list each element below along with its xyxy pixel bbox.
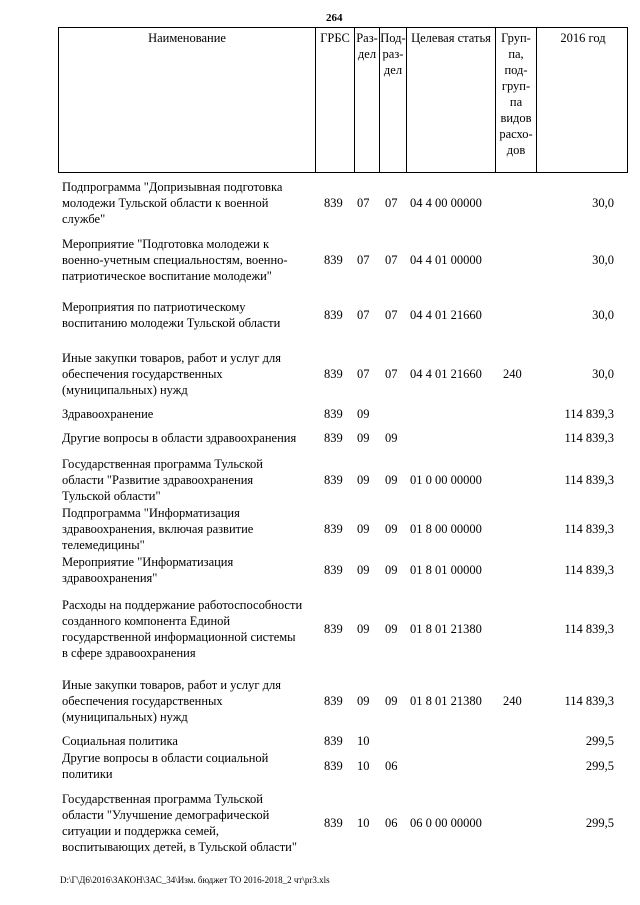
row-sum: 114 839,3 [564, 622, 614, 636]
row-podrazdel: 09 [385, 431, 398, 445]
row-sum: 299,5 [585, 734, 614, 748]
row-sum: 114 839,3 [564, 431, 614, 445]
row-razdel: 09 [357, 522, 370, 536]
row-sum: 114 839,3 [564, 694, 614, 708]
row-razdel: 09 [357, 563, 370, 577]
row-podrazdel: 09 [385, 522, 398, 536]
row-grbs: 839 [324, 253, 343, 267]
table-header [58, 27, 628, 173]
row-razdel: 09 [357, 694, 370, 708]
row-podrazdel: 07 [385, 196, 398, 210]
row-tselevaya: 01 8 01 00000 [410, 563, 482, 577]
row-sum: 114 839,3 [564, 473, 614, 487]
row-tselevaya: 04 4 01 21660 [410, 308, 482, 322]
row-podrazdel: 09 [385, 473, 398, 487]
row-podrazdel: 09 [385, 694, 398, 708]
row-tselevaya: 04 4 01 21660 [410, 367, 482, 381]
row-name: Мероприятие "Подготовка молодежи к военно-учетным специальностям, военно- патриотическое воспитание молодежи" [62, 237, 288, 283]
row-grbs: 839 [324, 694, 343, 708]
row-podrazdel: 06 [385, 816, 398, 830]
row-grbs: 839 [324, 816, 343, 830]
row-razdel: 09 [357, 431, 370, 445]
row-grbs: 839 [324, 473, 343, 487]
row-razdel: 10 [357, 759, 370, 773]
row-name: Социальная политика [62, 734, 178, 748]
row-sum: 114 839,3 [564, 407, 614, 421]
header-podrazdel: Под- раз- дел [379, 28, 406, 172]
row-grbs: 839 [324, 522, 343, 536]
row-tselevaya: 01 0 00 00000 [410, 473, 482, 487]
row-name: Мероприятия по патриотическому воспитанию молодежи Тульской области [62, 300, 281, 330]
row-razdel: 07 [357, 308, 370, 322]
row-tselevaya: 04 4 01 00000 [410, 253, 482, 267]
row-podrazdel: 07 [385, 253, 398, 267]
row-sum: 30,0 [592, 367, 614, 381]
header-year: 2016 год [536, 28, 629, 172]
header-name: Наименование [148, 31, 226, 45]
row-tselevaya: 01 8 01 21380 [410, 622, 482, 636]
row-name: Государственная программа Тульской области "Улучшение демографической ситуации и поддержка семей, воспитывающих детей, в Тульской области" [62, 792, 297, 854]
row-sum: 30,0 [592, 196, 614, 210]
row-razdel: 09 [357, 622, 370, 636]
row-name: Подпрограмма "Информатизация здравоохранения, включая развитие телемедицины" [62, 506, 254, 552]
row-podrazdel: 09 [385, 563, 398, 577]
row-razdel: 07 [357, 196, 370, 210]
row-podrazdel: 07 [385, 308, 398, 322]
row-grbs: 839 [324, 622, 343, 636]
row-name: Другие вопросы в области социальной политики [62, 751, 269, 781]
row-razdel: 07 [357, 367, 370, 381]
row-tselevaya: 06 0 00 00000 [410, 816, 482, 830]
row-sum: 30,0 [592, 253, 614, 267]
row-sum: 299,5 [585, 816, 614, 830]
row-grbs: 839 [324, 431, 343, 445]
row-sum: 299,5 [585, 759, 614, 773]
row-grbs: 839 [324, 759, 343, 773]
row-podrazdel: 07 [385, 367, 398, 381]
row-grbs: 839 [324, 407, 343, 421]
row-name: Иные закупки товаров, работ и услуг для обеспечения государственных (муниципальных) нужд [62, 678, 282, 724]
row-grbs: 839 [324, 367, 343, 381]
row-sum: 114 839,3 [564, 563, 614, 577]
row-razdel: 09 [357, 407, 370, 421]
row-gruppa: 240 [503, 694, 522, 708]
row-razdel: 10 [357, 734, 370, 748]
header-razdel: Раз- дел [354, 28, 379, 172]
page-number: 264 [326, 12, 343, 24]
row-tselevaya: 01 8 01 21380 [410, 694, 482, 708]
row-razdel: 10 [357, 816, 370, 830]
header-gruppa: Груп- па, под- груп- па видов расхо- дов [495, 28, 536, 172]
row-name: Мероприятие "Информатизация здравоохранения" [62, 555, 234, 585]
row-tselevaya: 01 8 00 00000 [410, 522, 482, 536]
row-sum: 30,0 [592, 308, 614, 322]
row-name: Государственная программа Тульской области "Развитие здравоохранения Тульской области" [62, 457, 263, 503]
row-grbs: 839 [324, 563, 343, 577]
row-sum: 114 839,3 [564, 522, 614, 536]
row-name: Иные закупки товаров, работ и услуг для обеспечения государственных (муниципальных) нужд [62, 351, 282, 397]
row-grbs: 839 [324, 734, 343, 748]
row-razdel: 09 [357, 473, 370, 487]
row-grbs: 839 [324, 196, 343, 210]
row-tselevaya: 04 4 00 00000 [410, 196, 482, 210]
file-path-footer: D:\Г\Д6\2016\ЗАКОН\ЗАС_34\Изм. бюджет ТО 2016-2018_2 чт\pr3.xls [60, 875, 330, 885]
row-name: Здравоохранение [62, 407, 154, 421]
header-grbs: ГРБС [315, 28, 354, 172]
row-podrazdel: 06 [385, 759, 398, 773]
row-name: Другие вопросы в области здравоохранения [62, 431, 297, 445]
header-tselevaya: Целевая статья [406, 28, 495, 172]
row-name: Расходы на поддержание работоспособности созданного компонента Единой государственной информационной системы в сфере здравоохранения [62, 598, 303, 660]
row-name: Подпрограмма "Допризывная подготовка молодежи Тульской области к военной службе" [62, 180, 283, 226]
row-razdel: 07 [357, 253, 370, 267]
row-grbs: 839 [324, 308, 343, 322]
row-podrazdel: 09 [385, 622, 398, 636]
row-gruppa: 240 [503, 367, 522, 381]
